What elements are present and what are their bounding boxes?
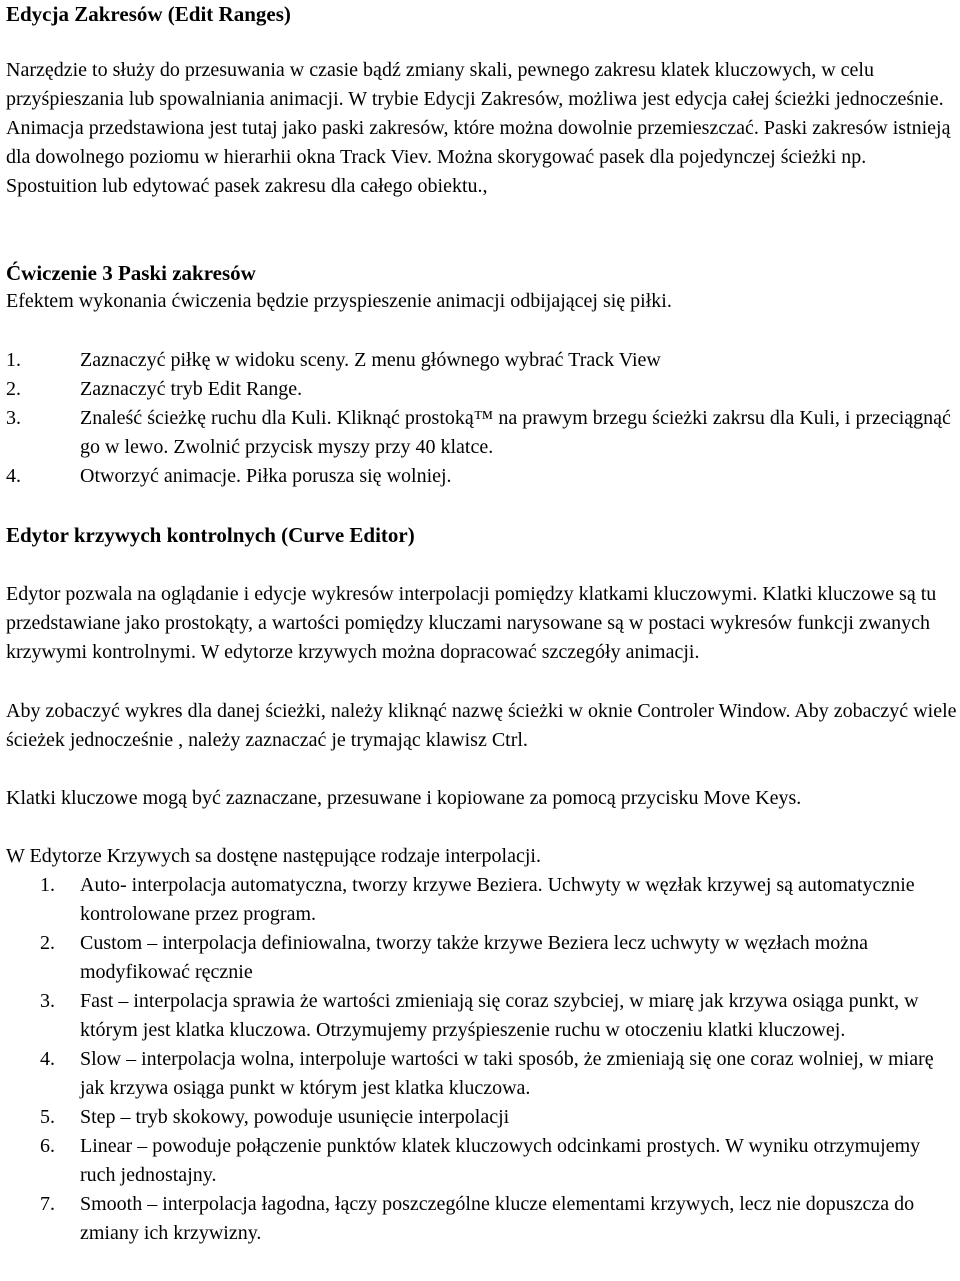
list-item-text: Znaleść ścieżkę ruchu dla Kuli. Kliknąć prostoką™ na prawym brzegu ścieżki zakrsu dla Kuli, i przeciągnąć go w lewo. Zwolnić przycisk myszy przy 40 klatce. [80, 407, 951, 458]
list-item-text: Zaznaczyć piłkę w widoku sceny. Z menu głównego wybrać Track View [80, 349, 661, 371]
curve-editor-paragraph-1: Edytor pozwala na oglądanie i edycje wykresów interpolacji pomiędzy klatkami kluczowymi. Klatki kluczowe są tu przedstawiane jako prostokąty, a wartości pomiędzy kluczami narysowane są w postaci wykresów funkcji zwanych krzywymi kontrolnymi. W edytorze krzywych można dopracować szczegóły animacji. [6, 583, 937, 663]
exercise-steps-list [6, 346, 958, 491]
list-item [6, 404, 958, 462]
list-item [6, 1132, 958, 1190]
list-number: 4. [6, 465, 21, 487]
curve-editor-paragraph-2: Aby zobaczyć wykres dla danej ścieżki, należy kliknąć nazwę ścieżki w oknie Controler Window. Aby zobaczyć wiele ścieżek jednocześnie , należy zaznaczać je trymając klawisz Ctrl. [6, 700, 957, 751]
interpolation-types-list [6, 871, 958, 1248]
list-number: 1. [6, 349, 21, 371]
list-item [6, 462, 958, 491]
exercise-intro: Efektem wykonania ćwiczenia będzie przyspieszenie animacji odbijającej się piłki. [6, 290, 672, 312]
list-item [6, 871, 958, 929]
list-number: 7. [40, 1193, 55, 1215]
list-number: 4. [40, 1048, 55, 1070]
list-item-text: Slow – interpolacja wolna, interpoluje wartości w taki sposób, że zmieniają się one coraz wolniej, w miarę jak krzywa osiąga punkt w którym jest klatka kluczowa. [80, 1048, 934, 1099]
list-item [6, 1103, 958, 1132]
list-number: 5. [40, 1106, 55, 1128]
section-title-edit-ranges: Edycja Zakresów (Edit Ranges) [6, 2, 291, 26]
list-item [6, 1045, 958, 1103]
list-item-text: Fast – interpolacja sprawia że wartości zmieniają się coraz szybciej, w miarę jak krzywa osiąga punkt, w którym jest klatka kluczowa. Otrzymujemy przyśpieszenie ruchu w otoczeniu klatki kluczowej. [80, 990, 919, 1041]
curve-editor-paragraph-3: Klatki kluczowe mogą być zaznaczane, przesuwane i kopiowane za pomocą przycisku Move Keys. [6, 787, 802, 809]
list-item-text: Step – tryb skokowy, powoduje usunięcie interpolacji [80, 1106, 510, 1128]
section-title-curve-editor: Edytor krzywych kontrolnych (Curve Editor) [6, 523, 415, 547]
list-item [6, 987, 958, 1045]
list-number: 6. [40, 1135, 55, 1157]
list-item-text: Linear – powoduje połączenie punktów klatek kluczowych odcinkami prostych. W wyniku otrzymujemy ruch jednostajny. [80, 1135, 921, 1186]
list-number: 2. [6, 378, 21, 400]
list-number: 3. [40, 990, 55, 1012]
curve-editor-paragraph-4: W Edytorze Krzywych sa dostęne następujące rodzaje interpolacji. [6, 845, 541, 867]
list-item-text: Zaznaczyć tryb Edit Range. [80, 378, 303, 400]
list-item [6, 929, 958, 987]
edit-ranges-paragraph: Narzędzie to służy do przesuwania w czasie bądź zmiany skali, pewnego zakresu klatek kluczowych, w celu przyśpieszania lub spowalniania animacji. W trybie Edycji Zakresów, możliwa jest edycja całej ścieżki jednocześnie. Animacja przedstawiona jest tutaj jako paski zakresów, które można dowolnie przemieszczać. Paski zakresów istnieją dla dowolnego poziomu w hierarhii okna Track Viev. Można skorygować pasek dla pojedynczej ścieżki np. Spostuition lub edytować pasek zakresu dla całego obiektu., [6, 59, 951, 197]
list-number: 3. [6, 407, 21, 429]
list-item-text: Smooth – interpolacja łagodna, łączy poszczególne klucze elementami krzywych, lecz nie dopuszcza do zmiany ich krzywizny. [80, 1193, 915, 1244]
list-number: 1. [40, 874, 55, 896]
list-item-text: Auto- interpolacja automatyczna, tworzy krzywe Beziera. Uchwyty w węzłak krzywej są automatycznie kontrolowane przez program. [80, 874, 915, 925]
list-item-text: Custom – interpolacja definiowalna, tworzy także krzywe Beziera lecz uchwyty w węzłach można modyfikować ręcznie [80, 932, 869, 983]
list-item [6, 375, 958, 404]
list-item-text: Otworzyć animacje. Piłka porusza się wolniej. [80, 465, 452, 487]
list-number: 2. [40, 932, 55, 954]
list-item [6, 1190, 958, 1248]
list-item [6, 346, 958, 375]
exercise-title: Ćwiczenie 3 Paski zakresów [6, 261, 256, 285]
